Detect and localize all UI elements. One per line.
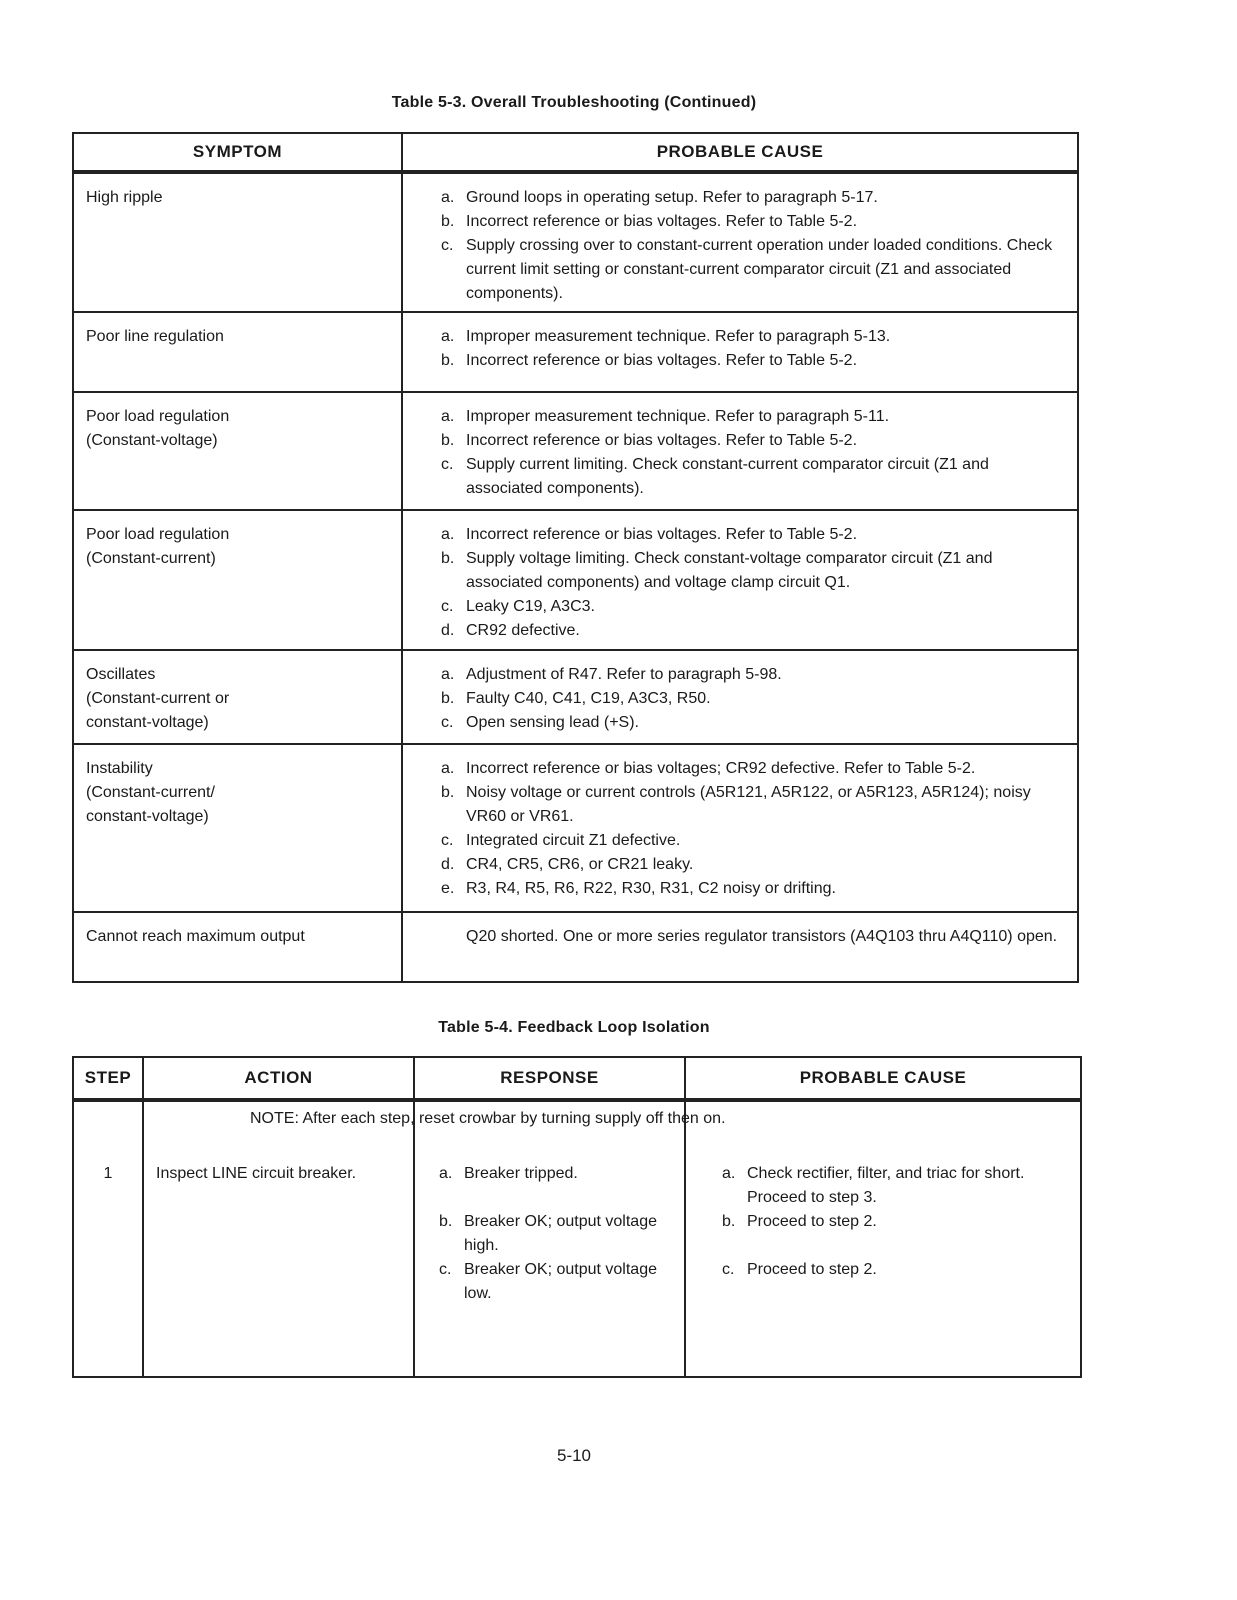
spacer <box>722 1234 1074 1258</box>
item-text: Breaker OK; output voltage low. <box>464 1261 657 1302</box>
cause-label: d. <box>441 856 455 873</box>
list-item <box>722 1162 1074 1210</box>
symptom-line: (Constant-current or <box>86 690 230 707</box>
item-label: b. <box>722 1213 736 1230</box>
item-label: a. <box>722 1165 736 1182</box>
cause-text: Incorrect reference or bias voltages. Refer to Table 5-2. <box>466 352 858 369</box>
symptom-line: constant-voltage) <box>86 714 209 731</box>
cause-text: CR92 defective. <box>466 622 580 639</box>
cause-label: b. <box>441 213 455 230</box>
cause-text: Supply crossing over to constant-current operation under loaded conditions. Check current limit setting or constant-current comparator circuit (Z1 and associated components). <box>466 237 1053 302</box>
item-text: Breaker tripped. <box>464 1165 578 1182</box>
symptom-line: (Constant-current/ <box>86 784 215 801</box>
cause-item <box>441 619 1069 643</box>
list-item <box>439 1210 678 1258</box>
list-item <box>439 1162 678 1186</box>
cause-text: Incorrect reference or bias voltages. Refer to Table 5-2. <box>466 432 858 449</box>
action-cell: Inspect LINE circuit breaker. <box>143 1100 414 1377</box>
cause-item <box>441 325 1069 349</box>
symptom-line: (Constant-current) <box>86 550 216 567</box>
spacer <box>439 1186 678 1210</box>
item-label: a. <box>439 1165 453 1182</box>
cause-label: c. <box>441 456 454 473</box>
table-row <box>73 172 1078 312</box>
probable-cause-cell <box>685 1100 1081 1377</box>
symptom-line: Instability <box>86 760 153 777</box>
item-label: c. <box>722 1261 735 1278</box>
cause-label: b. <box>441 352 455 369</box>
probable-cause-header: PROBABLE CAUSE <box>402 133 1078 172</box>
cause-item <box>441 829 1069 853</box>
cause-item <box>441 781 1069 829</box>
cause-text: Open sensing lead (+S). <box>466 714 639 731</box>
item-text: Proceed to step 2. <box>747 1261 877 1278</box>
cause-text: Incorrect reference or bias voltages. Refer to Table 5-2. <box>466 526 858 543</box>
symptom-cell <box>73 510 402 650</box>
cause-item <box>441 925 1069 949</box>
cause-label: a. <box>441 760 455 777</box>
cause-item <box>441 429 1069 453</box>
cause-text: Incorrect reference or bias voltages; CR92 defective. Refer to Table 5-2. <box>466 760 976 777</box>
cause-label: d. <box>441 622 455 639</box>
symptom-line: Cannot reach maximum output <box>86 928 305 945</box>
symptom-line: Oscillates <box>86 666 156 683</box>
cause-text: Integrated circuit Z1 defective. <box>466 832 681 849</box>
crowbar-note: NOTE: After each step, reset crowbar by turning supply off then on. <box>250 1110 726 1127</box>
cause-item <box>441 405 1069 429</box>
item-text: Breaker OK; output voltage high. <box>464 1213 657 1254</box>
cause-item <box>441 349 1069 373</box>
cause-item <box>441 853 1069 877</box>
cause-label: b. <box>441 784 455 801</box>
table-row <box>73 912 1078 982</box>
symptom-line: Poor line regulation <box>86 328 224 345</box>
cause-text: Noisy voltage or current controls (A5R121, A5R122, or A5R123, A5R124); noisy VR60 or VR61. <box>466 784 1031 825</box>
cause-item <box>441 523 1069 547</box>
action-header: ACTION <box>143 1057 414 1100</box>
symptom-line: Poor load regulation <box>86 526 230 543</box>
probable-cause-cell <box>402 650 1078 744</box>
probable-cause-header: PROBABLE CAUSE <box>685 1057 1081 1100</box>
table-row <box>73 1100 1081 1377</box>
cause-item <box>441 757 1069 781</box>
cause-text: Ground loops in operating setup. Refer to paragraph 5-17. <box>466 189 878 206</box>
probable-cause-cell <box>402 172 1078 312</box>
cause-item <box>441 711 1069 735</box>
cause-text: Faulty C40, C41, C19, A3C3, R50. <box>466 690 711 707</box>
page-number: 5-10 <box>556 1446 592 1465</box>
cause-label: b. <box>441 432 455 449</box>
cause-label: a. <box>441 189 455 206</box>
probable-cause-cell <box>402 744 1078 912</box>
symptom-line: constant-voltage) <box>86 808 209 825</box>
cause-label: a. <box>441 666 455 683</box>
list-item <box>439 1258 678 1306</box>
cause-text: Incorrect reference or bias voltages. Refer to Table 5-2. <box>466 213 858 230</box>
cause-item <box>441 663 1069 687</box>
probable-cause-cell <box>402 392 1078 510</box>
symptom-cell <box>73 744 402 912</box>
table-5-3-title: Table 5-3. Overall Troubleshooting (Continued) <box>391 94 757 111</box>
cause-item <box>441 687 1069 711</box>
response-cell <box>414 1100 685 1377</box>
cause-label: c. <box>441 237 454 254</box>
table-row <box>73 510 1078 650</box>
cause-label: a. <box>441 328 455 345</box>
symptom-cell <box>73 912 402 982</box>
overall-troubleshooting-table <box>72 132 1079 983</box>
cause-text: Q20 shorted. One or more series regulator transistors (A4Q103 thru A4Q110) open. <box>466 928 1058 945</box>
cause-text: R3, R4, R5, R6, R22, R30, R31, C2 noisy or drifting. <box>466 880 836 897</box>
cause-label: c. <box>441 714 454 731</box>
symptom-header: SYMPTOM <box>73 133 402 172</box>
symptom-line: High ripple <box>86 189 163 206</box>
cause-label: b. <box>441 690 455 707</box>
item-text: Proceed to step 2. <box>747 1213 877 1230</box>
list-item <box>722 1210 1074 1234</box>
cause-label: c. <box>441 598 454 615</box>
probable-cause-cell <box>402 312 1078 392</box>
cause-text: Leaky C19, A3C3. <box>466 598 595 615</box>
step-number: 1 <box>73 1100 143 1377</box>
cause-item <box>441 877 1069 901</box>
cause-label: a. <box>441 526 455 543</box>
cause-label: a. <box>441 408 455 425</box>
cause-item <box>441 234 1069 306</box>
cause-label: b. <box>441 550 455 567</box>
symptom-cell <box>73 392 402 510</box>
cause-item <box>441 595 1069 619</box>
symptom-line: (Constant-voltage) <box>86 432 218 449</box>
cause-text: CR4, CR5, CR6, or CR21 leaky. <box>466 856 694 873</box>
cause-label <box>441 925 466 949</box>
step-header: STEP <box>73 1057 143 1100</box>
table-row <box>73 744 1078 912</box>
item-label: c. <box>439 1261 452 1278</box>
item-text: Check rectifier, filter, and triac for short. Proceed to step 3. <box>747 1165 1025 1206</box>
symptom-cell <box>73 312 402 392</box>
cause-text: Supply current limiting. Check constant-current comparator circuit (Z1 and associated components). <box>466 456 989 497</box>
cause-item <box>441 186 1069 210</box>
response-header: RESPONSE <box>414 1057 685 1100</box>
cause-item <box>441 547 1069 595</box>
item-label: b. <box>439 1213 453 1230</box>
symptom-line: Poor load regulation <box>86 408 230 425</box>
cause-item <box>441 453 1069 501</box>
table-row <box>73 392 1078 510</box>
probable-cause-cell <box>402 510 1078 650</box>
feedback-loop-isolation-table <box>72 1056 1082 1378</box>
cause-item <box>441 210 1069 234</box>
table-row <box>73 650 1078 744</box>
symptom-cell <box>73 172 402 312</box>
cause-text: Improper measurement technique. Refer to paragraph 5-11. <box>466 408 890 425</box>
cause-text: Adjustment of R47. Refer to paragraph 5-98. <box>466 666 782 683</box>
cause-label: c. <box>441 832 454 849</box>
list-item <box>722 1258 1074 1282</box>
probable-cause-cell <box>402 912 1078 982</box>
table-5-4-title: Table 5-4. Feedback Loop Isolation <box>438 1019 710 1036</box>
symptom-cell <box>73 650 402 744</box>
table-row <box>73 312 1078 392</box>
cause-label: e. <box>441 880 455 897</box>
cause-text: Improper measurement technique. Refer to paragraph 5-13. <box>466 328 891 345</box>
cause-text: Supply voltage limiting. Check constant-voltage comparator circuit (Z1 and associated components) and voltage clamp circuit Q1. <box>466 550 993 591</box>
